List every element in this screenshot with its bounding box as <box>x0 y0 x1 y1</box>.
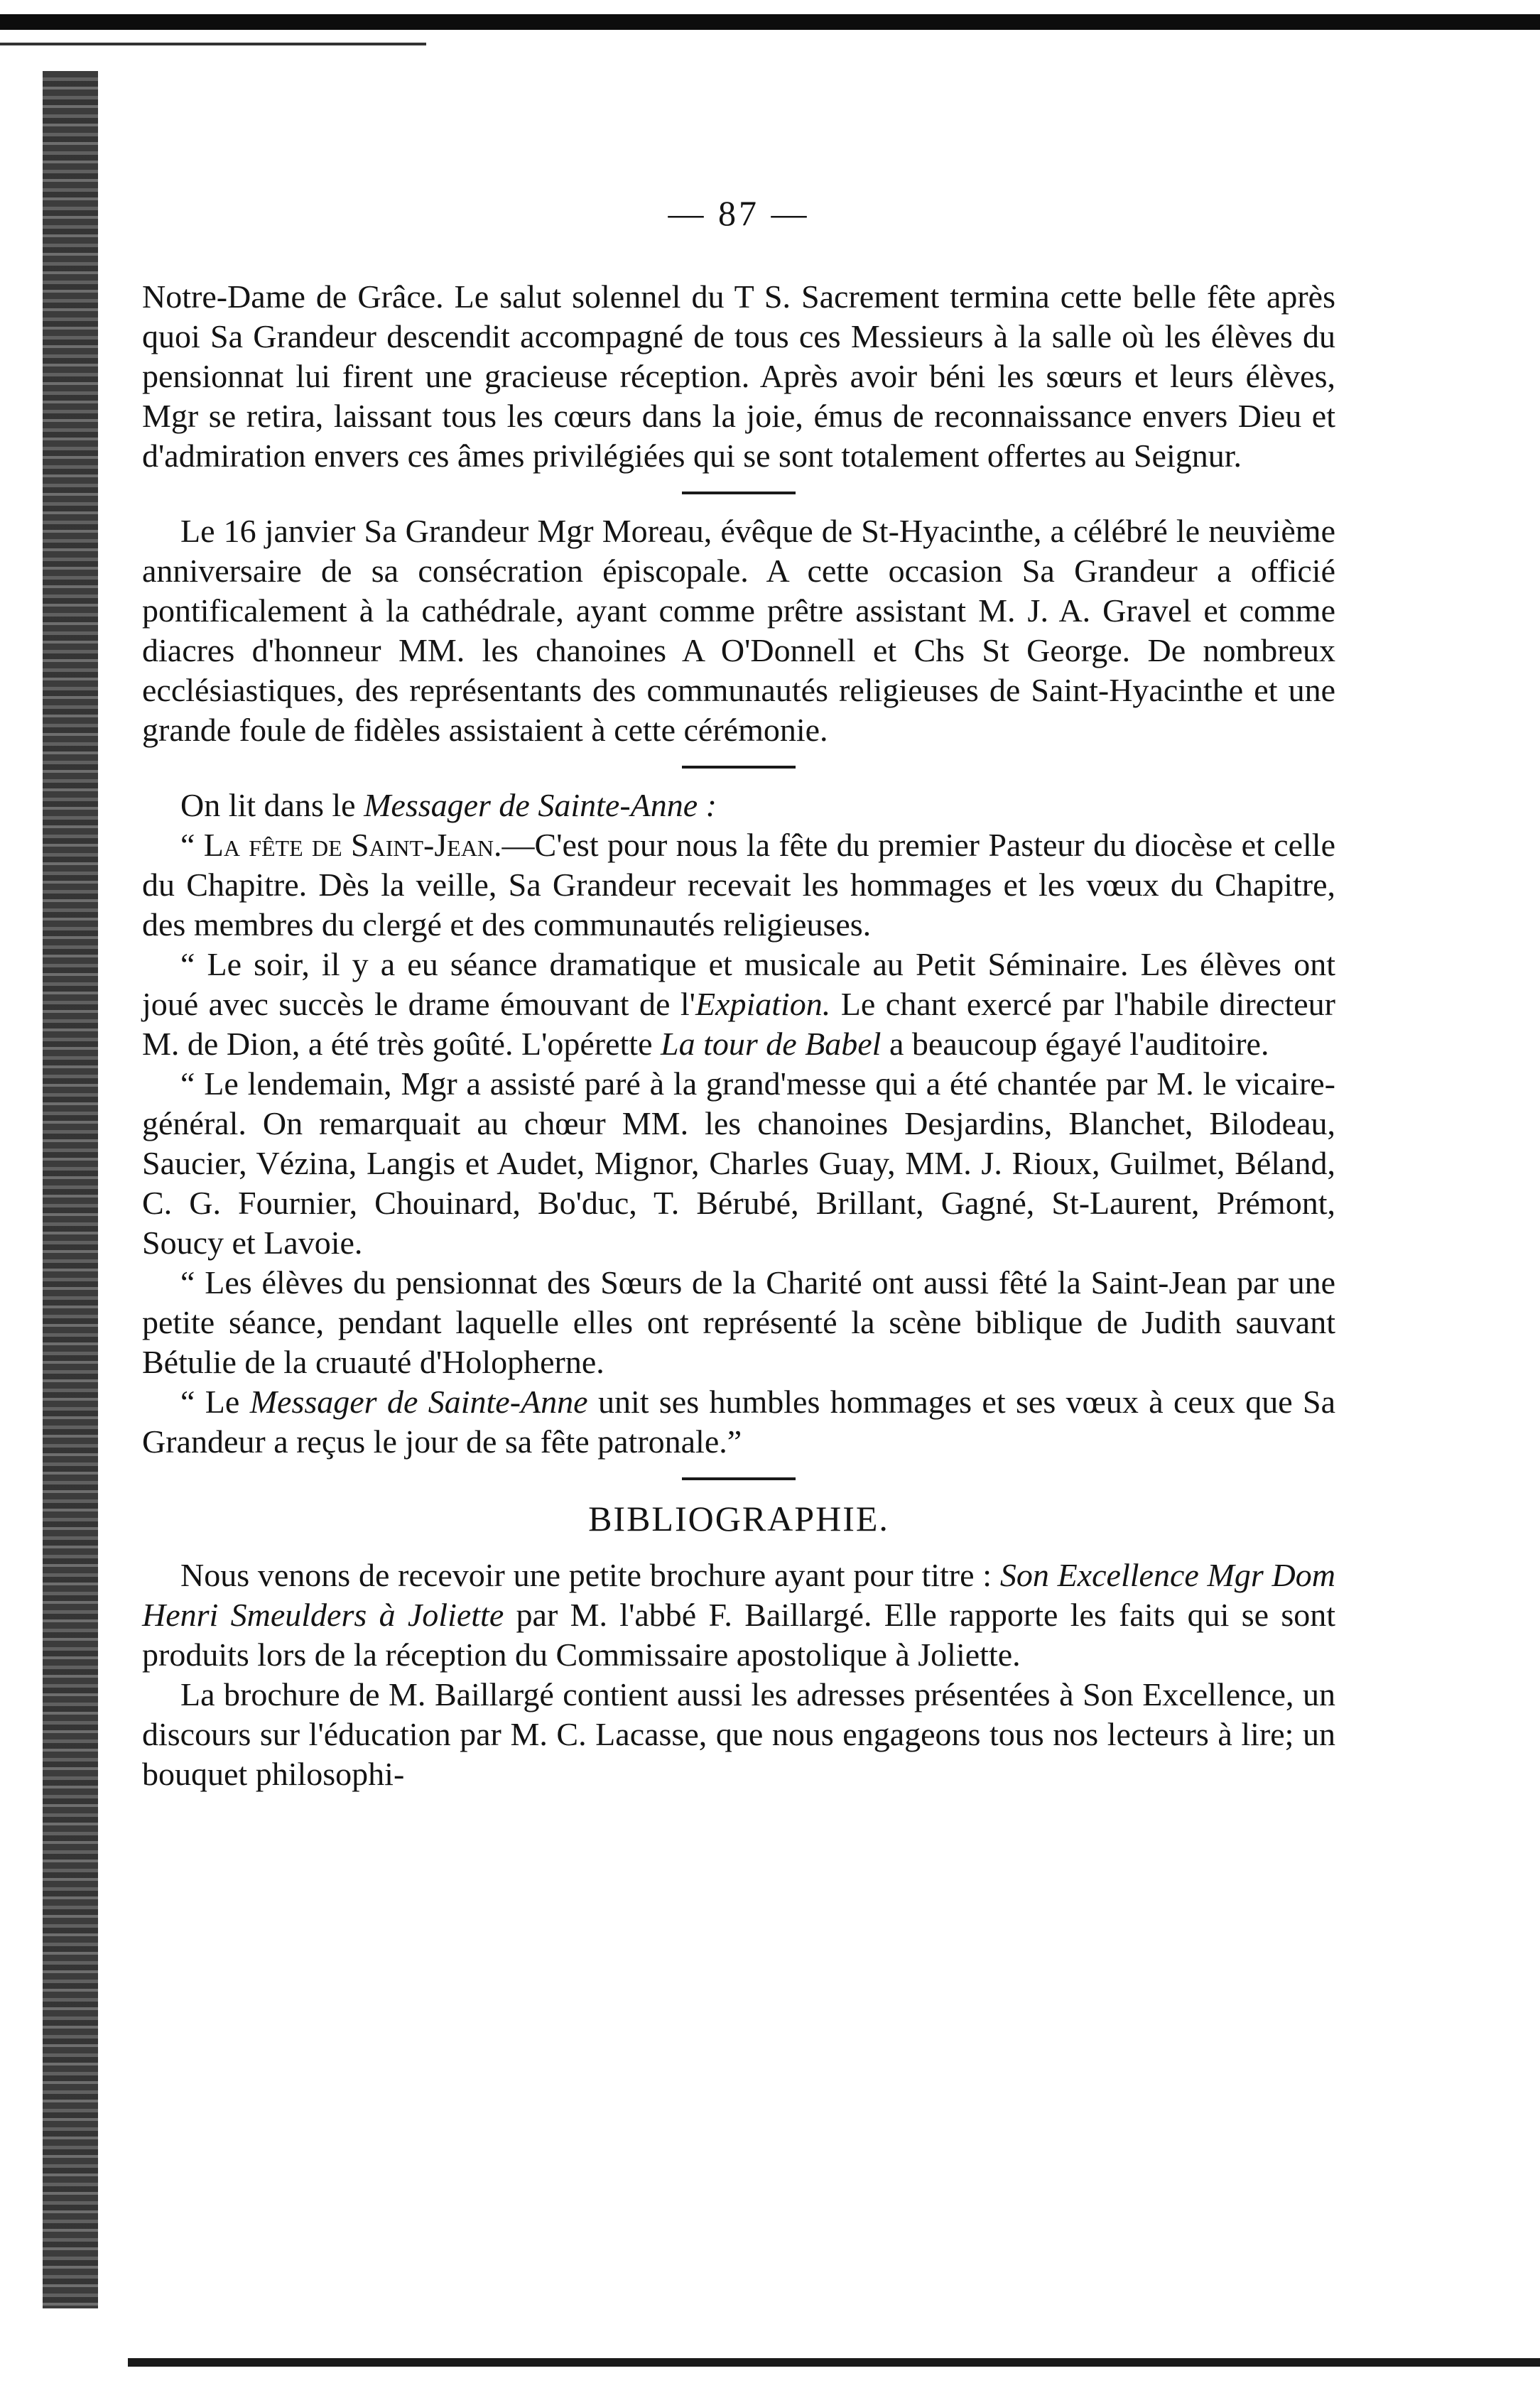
paragraph-grand-messe: “ Le lendemain, Mgr a assisté paré à la grand'messe qui a été chantée par M. le vicaire-général. On remarquait au chœur MM. les chanoines Desjardins, Blanchet, Bilodeau, Saucier, Vézina, Langis et Audet, Mignor, Charles Guay, MM. J. Rioux, Guilmet, Béland, C. G. Fournier, Chouinard, Bo'duc, T. Bérubé, Brillant, Gagné, St-Laurent, Prémont, Soucy et Lavoie. <box>142 1065 1335 1261</box>
operetta-title: La tour de Babel <box>660 1026 882 1062</box>
page-number: — 87 — <box>668 193 810 233</box>
paragraph-notre-dame: Notre-Dame de Grâce. Le salut solennel du T S. Sacrement termina cette belle fête après quoi Sa Grandeur descendit accompagné de tous ces Messieurs à la salle où les élèves du pensionnat lui firent une gracieuse réception. Après avoir béni les sœurs et leurs élèves, Mgr se retira, laissant tous les cœurs dans la joie, émus de reconnaissance envers Dieu et d'admiration envers ces âmes privilégiées qui se sont totalement offertes au Seignur. <box>142 278 1335 474</box>
intro-text: On lit dans le <box>180 787 364 823</box>
drama-title: Expiation. <box>695 986 831 1022</box>
brochure-text-b: par M. l'abbé F. Baillargé. Elle rapporte les faits qui se sont produits lors de la réception du Commissaire apostolique à Joliette. <box>142 1597 1336 1673</box>
paragraph-seance <box>142 945 1335 1064</box>
hommages-text-b: unit ses humbles hommages et ses vœux à ceux que Sa Grandeur a reçus le jour de sa fête patronale.” <box>142 1384 1336 1460</box>
brochure-text-a: Nous venons de recevoir une petite brochure ayant pour titre : <box>180 1557 1000 1593</box>
section-separator <box>682 492 796 494</box>
paragraph-messager-intro <box>142 786 1335 825</box>
bottom-border-rule <box>128 2358 1540 2367</box>
top-border-thin-rule <box>0 43 426 45</box>
seance-text-c: a beaucoup égayé l'auditoire. <box>881 1026 1269 1062</box>
seance-text-b: Le chant exercé par l'habile directeur M. de Dion, a été très goûté. L'opérette <box>142 986 1335 1062</box>
paragraph-mgr-moreau: Le 16 janvier Sa Grandeur Mgr Moreau, évêque de St-Hyacinthe, a célébré le neuvième anniversaire de sa consécration épiscopale. A cette occasion Sa Grandeur a officié pontificalement à la cathédrale, ayant comme prêtre assistant M. J. A. Gravel et comme diacres d'honneur MM. les chanoines A O'Donnell et Chs St George. De nombreux ecclésiastiques, des représentants des communautés religieuses de Saint-Hyacinthe et une grande foule de fidèles assistaient à cette cérémonie. <box>142 513 1335 748</box>
hommages-text-a: “ Le <box>180 1384 250 1420</box>
left-binding-edge <box>43 71 98 2308</box>
section-separator <box>682 1477 796 1480</box>
periodical-title: Messager de Sainte-Anne : <box>364 787 717 823</box>
paragraph-brochure-contents: La brochure de M. Baillargé contient aussi les adresses présentées à Son Excellence, un discours sur l'éducation par M. C. Lacasse, que nous engageons tous nos lecteurs à lire; un bouquet philosophi- <box>142 1676 1335 1792</box>
paragraph-brochure <box>142 1556 1335 1675</box>
section-heading: BIBLIOGRAPHIE. <box>588 1499 889 1538</box>
fete-text: —C'est pour nous la fête du premier Pasteur du diocèse et celle du Chapitre. Dès la veille, Sa Grandeur recevait les hommages et les vœux du Chapitre, des membres du clergé et des communautés religieuses. <box>142 827 1335 943</box>
quote-open: “ <box>180 827 204 863</box>
page-body <box>142 192 1335 1794</box>
subtitle-fete: La fête de Saint-Jean. <box>203 827 502 863</box>
section-separator <box>682 766 796 769</box>
paragraph-pensionnat: “ Les élèves du pensionnat des Sœurs de la Charité ont aussi fêté la Saint-Jean par une petite séance, pendant laquelle elles ont représenté la scène biblique de Judith sauvant Bétulie de la cruauté d'Holopherne. <box>142 1264 1335 1380</box>
seance-text-a: “ Le soir, il y a eu séance dramatique et musicale au Petit Séminaire. Les élèves ont joué avec succès le drame émouvant de l' <box>142 946 1335 1022</box>
top-border-rule <box>0 14 1540 30</box>
periodical-title: Messager de Sainte-Anne <box>249 1384 588 1420</box>
paragraph-messager-hommages <box>142 1382 1335 1462</box>
brochure-title: Son Excellence Mgr Dom Henri Smeulders à Joliette <box>142 1557 1335 1633</box>
paragraph-fete-saint-jean <box>142 825 1335 945</box>
